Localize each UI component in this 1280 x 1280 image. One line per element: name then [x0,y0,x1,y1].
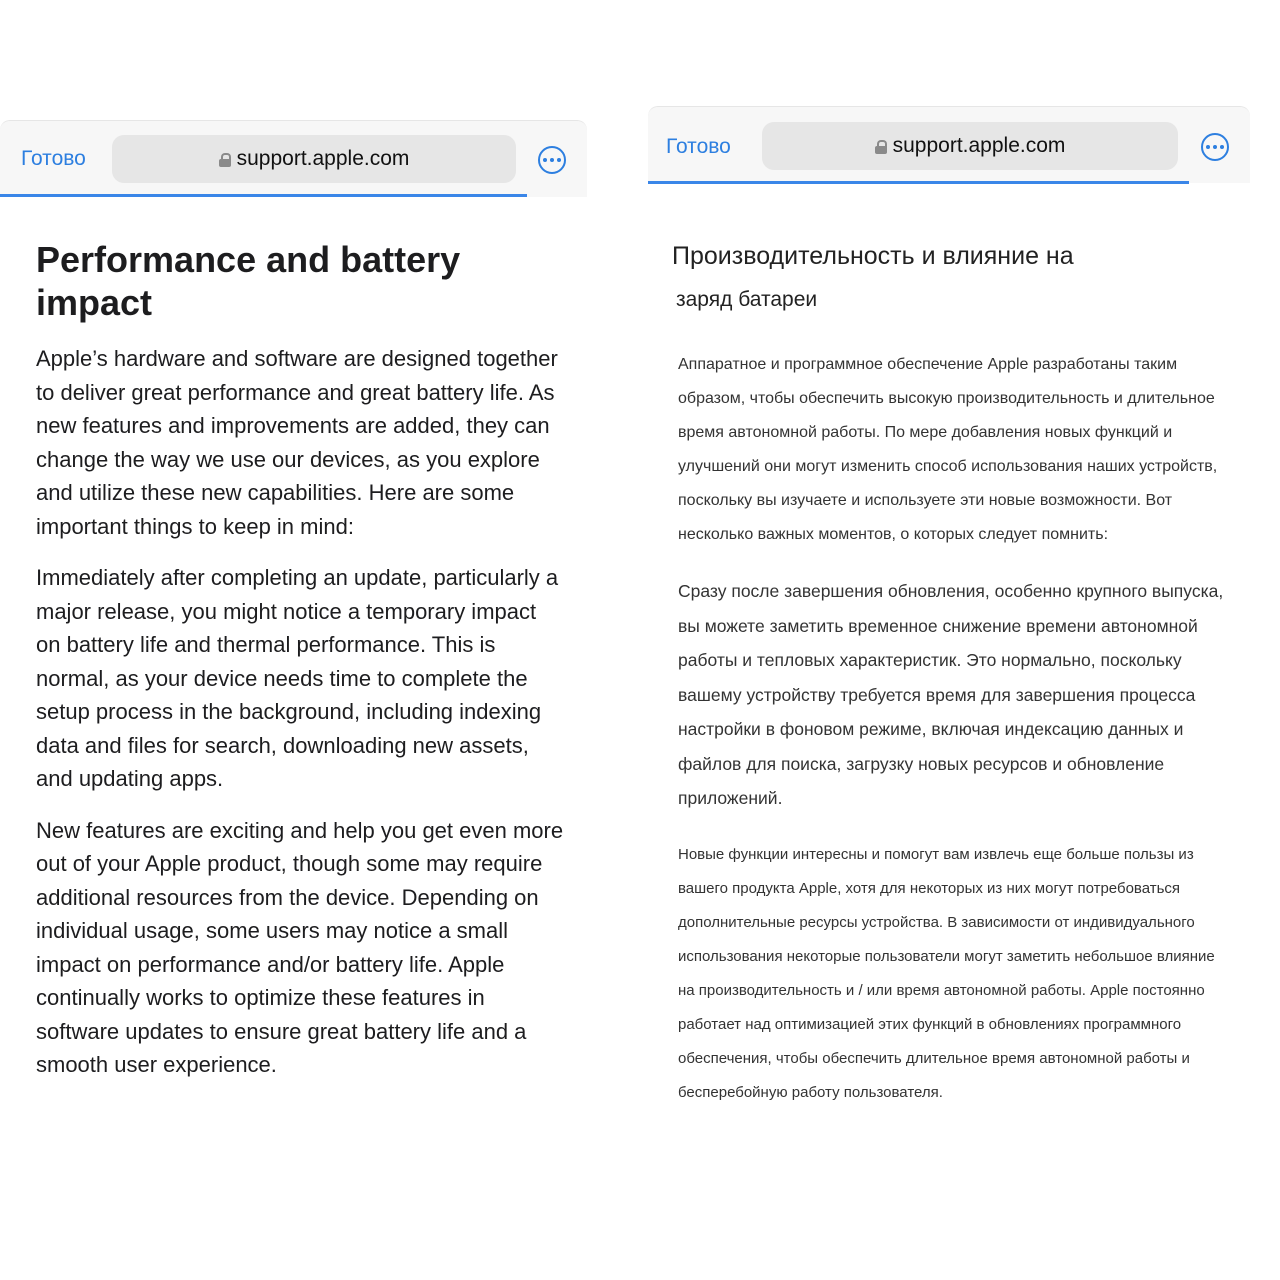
paragraph-3: Новые функции интересны и помогут вам извлечь еще больше пользы из вашего продукта Apple, хотя для некоторых из них могут потребоваться дополнительные ресурсы устройства. В зависимости от индивидуального использования некоторые пользователи могут заметить небольшое влияние на производительность и / или время автономной работы. Apple постоянно работает над оптимизацией этих функций в обновлениях программного обеспечения, чтобы обеспечить длительное время автономной работы и бесперебойную работу пользователя. [678,845,1215,1101]
lock-icon [875,140,887,154]
lock-icon [219,153,231,167]
url-text: support.apple.com [892,134,1066,157]
page-title: Performance and battery impact [36,239,461,323]
browser-toolbar [0,120,587,197]
page-title: Производительность и влияние на [672,242,1074,270]
article [672,234,1232,1132]
page-load-progress [0,194,527,197]
paragraph-3: New features are exciting and help you get even more out of your Apple product, though some may require additional resources from the device. Depending on individual usage, some users may notice a small impact on performance and/or battery life. Apple continually works to optimize these features in software updates to ensure great battery life and a smooth user experience. [36,817,564,1077]
right-screenshot [648,106,1250,1186]
address-bar[interactable] [762,122,1178,170]
left-screenshot [0,120,587,1180]
url-text: support.apple.com [236,147,410,170]
paragraph-2: Сразу после завершения обновления, особенно крупного выпуска, вы можете заметить временное снижение времени автономной работы и тепловых характеристик. Это нормально, поскольку вашему устройству требуется время для завершения процесса настройки в фоновом режиме, включая индексацию данных и файлов для поиска, загрузку новых ресурсов и обновление приложений. [678,581,1224,808]
page-load-progress [648,181,1189,184]
done-button[interactable]: Готово [21,147,86,170]
done-button[interactable]: Готово [666,135,731,158]
paragraph-1: Apple’s hardware and software are designed together to deliver great performance and great battery life. As new features and improvements are added, they can change the way we use our devices, as you explore and utilize these new capabilities. Here are some important things to keep in mind: [36,346,558,539]
page-title-line-2: заряд батареи [676,288,818,311]
article [36,238,566,1100]
paragraph-2: Immediately after completing an update, particularly a major release, you might notice a temporary impact on battery life and thermal performance. This is normal, as your device needs time to complete the setup process in the background, including indexing data and files for search, downloading new assets, and updating apps. [36,565,559,791]
browser-toolbar [648,106,1250,183]
paragraph-1: Аппаратное и программное обеспечение Apple разработаны таким образом, чтобы обеспечить высокую производительность и длительное время автономной работы. По мере добавления новых функций и улучшений они могут изменить способ использования наших устройств, поскольку вы изучаете и используете эти новые возможности. Вот несколько важных моментов, о которых следует помнить: [678,356,1218,543]
address-bar[interactable] [112,135,516,183]
more-options-icon[interactable] [538,146,566,174]
more-options-icon[interactable] [1201,133,1229,161]
